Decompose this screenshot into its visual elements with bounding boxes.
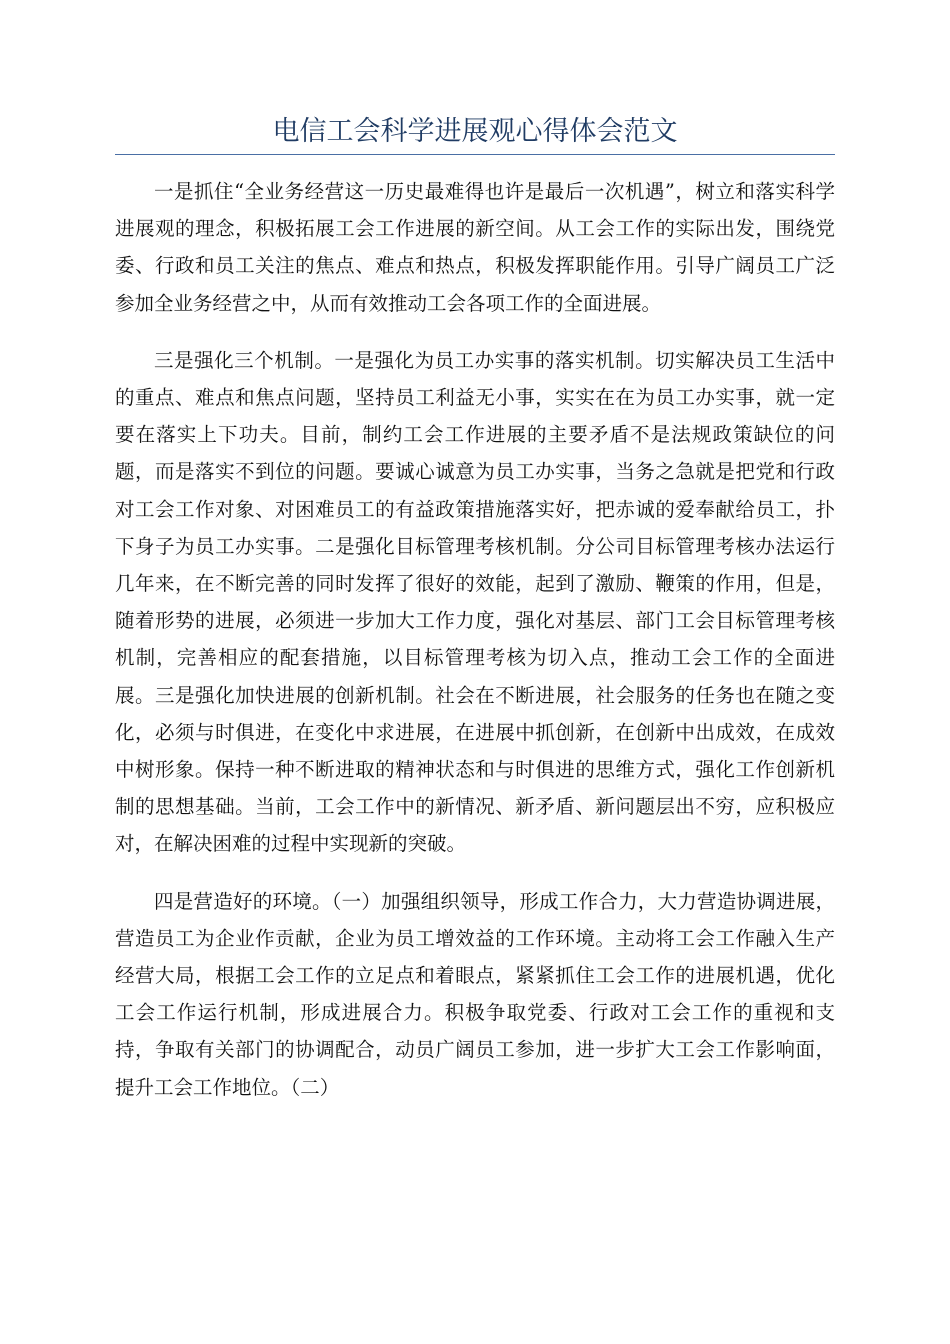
title-underline [115,154,835,155]
document-title: 电信工会科学进展观心得体会范文 [272,116,678,147]
paragraph-3: 四是营造好的环境。（一）加强组织领导，形成工作合力，大力营造协调进展，营造员工为企业作贡献，企业为员工增效益的工作环境。主动将工会工作融入生产经营大局，根据工会工作的立足点和着眼点，紧紧抓住工会工作的进展机遇，优化工会工作运行机制，形成进展合力。积极争取党委、行政对工会工作的重视和支持，争取有关部门的协调配合，动员广阔员工参加，进一步扩大工会工作影响面，提升工会工作地位。（二） [115,889,835,1099]
document-body [115,173,835,1126]
paragraph-2: 三是强化三个机制。一是强化为员工办实事的落实机制。切实解决员工生活中的重点、难点和焦点问题，坚持员工利益无小事，实实在在为员工办实事，就一定要在落实上下功夫。目前，制约工会工作进展的主要矛盾不是法规政策缺位的问题，而是落实不到位的问题。要诚心诚意为员工办实事，当务之急就是把党和行政对工会工作对象、对困难员工的有益政策措施落实好，把赤诚的爱奉献给员工，扑下身子为员工办实事。二是强化目标管理考核机制。分公司目标管理考核办法运行几年来，在不断完善的同时发挥了很好的效能，起到了激励、鞭策的作用，但是，随着形势的进展，必须进一步加大工作力度，强化对基层、部门工会目标管理考核机制，完善相应的配套措施，以目标管理考核为切入点，推动工会工作的全面进展。三是强化加快进展的创新机制。社会在不断进展，社会服务的任务也在随之变化，必须与时俱进，在变化中求进展，在进展中抓创新，在创新中出成效，在成效中树形象。保持一种不断进取的精神状态和与时俱进的思维方式，强化工作创新机制的思想基础。当前，工会工作中的新情况、新矛盾、新问题层出不穷，应积极应对，在解决困难的过程中实现新的突破。 [115,348,835,856]
paragraph-1: 一是抓住“全业务经营这一历史最难得也许是最后一次机遇”，树立和落实科学进展观的理念，积极拓展工会工作进展的新空间。从工会工作的实际出发，围绕党委、行政和员工关注的焦点、难点和热点，积极发挥职能作用。引导广阔员工广泛参加全业务经营之中，从而有效推动工会各项工作的全面进展。 [115,180,835,315]
